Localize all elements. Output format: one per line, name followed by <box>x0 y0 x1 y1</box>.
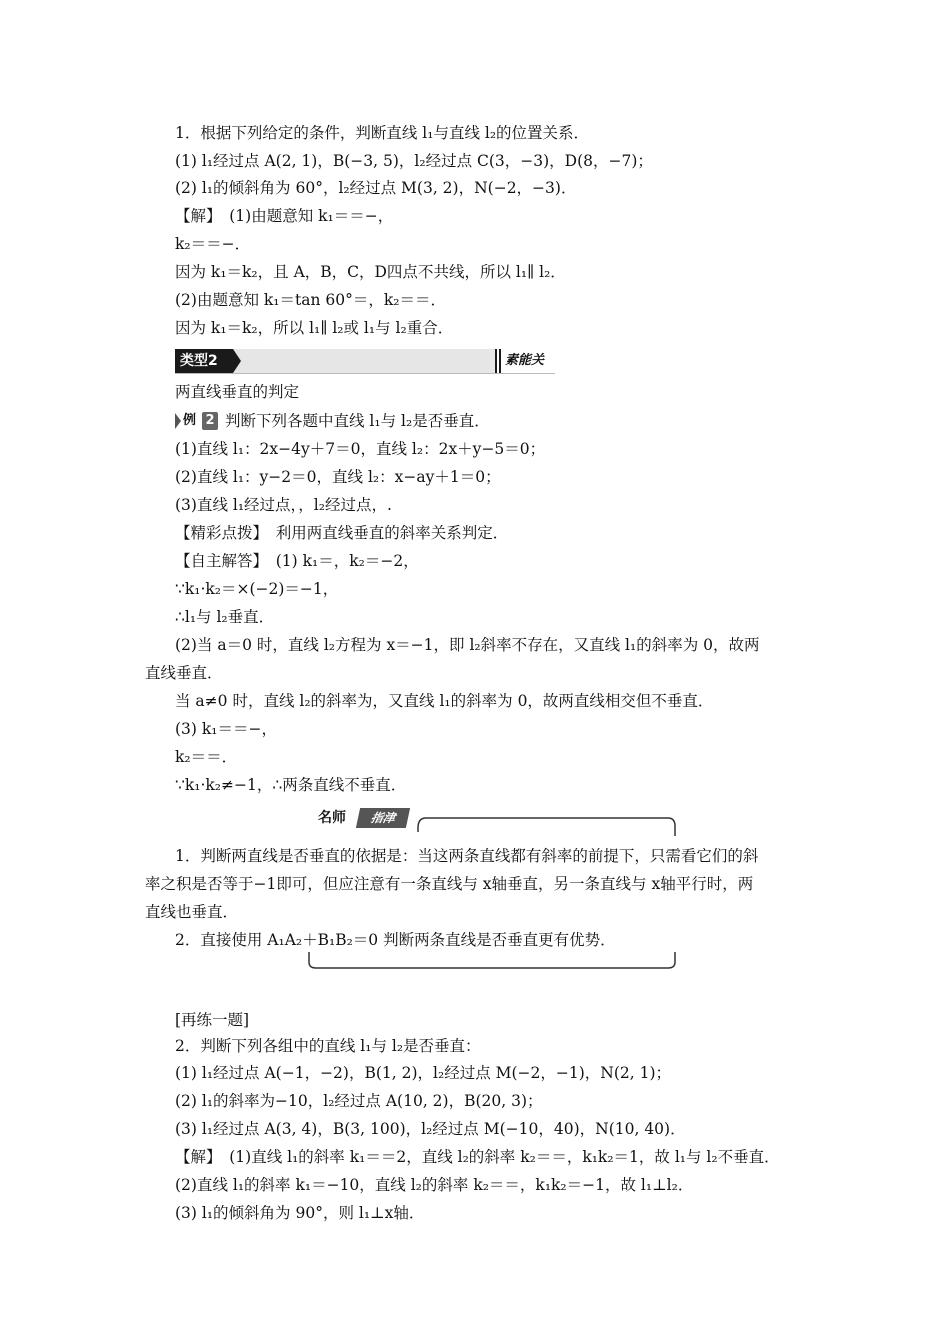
teacher-note-line: 率之积是否等于−1即可，但应注意有一条直线与 x轴垂直，另一条直线与 x轴平行时，两 <box>145 875 754 893</box>
type-tag: 类型2 <box>175 349 233 373</box>
practice-statement: 2．判断下列各组中的直线 l₁与 l₂是否垂直： <box>175 1037 481 1055</box>
answer-line: 【自主解答】 (1) k₁＝，k₂＝−2， <box>175 552 419 570</box>
practice-answer: (3) l₁的倾斜角为 90°，则 l₁⊥x轴． <box>175 1204 425 1222</box>
teacher-note-line: 1．判断两直线是否垂直的依据是：当这两条直线都有斜率的前提下，只需看它们的斜 <box>175 847 759 865</box>
answer-line: ∴l₁与 l₂垂直． <box>175 608 275 626</box>
solution-line: 因为 k₁＝k₂，且 A，B，C，D四点不共线，所以 l₁∥ l₂． <box>175 263 566 281</box>
answer-line: ∵k₁·k₂＝×(−2)＝−1， <box>175 580 339 598</box>
practice-item: (1) l₁经过点 A(−1，−2)，B(1, 2)，l₂经过点 M(−2，−1)，N(2, 1)； <box>175 1064 672 1082</box>
example-tag <box>175 410 223 432</box>
solution-line: 因为 k₁＝k₂，所以 l₁∥ l₂或 l₁与 l₂重合． <box>175 319 454 337</box>
hint-line: 【精彩点拨】 利用两直线垂直的斜率关系判定． <box>175 524 509 542</box>
teacher-note-line: 2．直接使用 A₁A₂＋B₁B₂＝0 判断两条直线是否垂直更有优势． <box>175 931 616 949</box>
example-item: (1)直线 l₁：2x−4y＋7＝0，直线 l₂：2x＋y−5＝0； <box>175 440 546 458</box>
banner-label: 素能关 <box>505 353 545 368</box>
teacher-tab-label: 名师 <box>318 810 346 826</box>
double-bar-icon <box>495 349 501 373</box>
example-question: 判断下列各题中直线 l₁与 l₂是否垂直． <box>225 412 490 430</box>
example-item: (3)直线 l₁经过点，，l₂经过点，. <box>175 496 392 514</box>
section-title: 两直线垂直的判定 <box>175 383 300 401</box>
answer-line: 直线垂直． <box>145 664 223 682</box>
practice-answer: (2)直线 l₁的斜率 k₁＝−10，直线 l₂的斜率 k₂＝＝，k₁k₂＝−1，故 l₁⊥l₂． <box>175 1176 694 1194</box>
teacher-note-line: 直线也垂直． <box>145 903 239 921</box>
example-word: 例 <box>183 413 197 428</box>
answer-line: 当 a≠0 时，直线 l₂的斜率为，又直线 l₁的斜率为 0，故两直线相交但不垂直． <box>175 692 714 710</box>
triangle-icon <box>175 413 181 429</box>
answer-line: (2)当 a＝0 时，直线 l₂方程为 x＝−1，即 l₂斜率不存在，又直线 l₁的斜率为 0，故两 <box>175 636 760 654</box>
practice-heading: [再练一题] <box>175 1011 250 1029</box>
practice-item: (2) l₁的斜率为−10，l₂经过点 A(10, 2)，B(20, 3)； <box>175 1092 543 1110</box>
solution-line: 【解】 (1)由题意知 k₁＝＝−， <box>175 207 394 225</box>
practice-answer: 【解】 (1)直线 l₁的斜率 k₁＝＝2，直线 l₂的斜率 k₂＝＝，k₁k₂＝1，故 l₁与 l₂不垂直． <box>175 1148 780 1166</box>
problem-1-part-2: (2) l₁的倾斜角为 60°，l₂经过点 M(3, 2)，N(−2，−3)． <box>175 179 577 197</box>
problem-1-statement: 1．根据下列给定的条件，判断直线 l₁与直线 l₂的位置关系． <box>175 124 590 142</box>
answer-line: k₂＝＝． <box>175 748 238 766</box>
problem-1-part-1: (1) l₁经过点 A(2, 1)，B(−3, 5)，l₂经过点 C(3，−3)，D(8，−7)； <box>175 152 653 170</box>
type-banner <box>175 349 555 374</box>
practice-item: (3) l₁经过点 A(3, 4)，B(3, 100)，l₂经过点 M(−10，40)，N(10, 40)． <box>175 1120 686 1138</box>
solution-line: k₂＝＝−． <box>175 235 251 253</box>
teacher-tab-badge: 指津 <box>356 808 410 828</box>
example-number: 2 <box>202 412 218 430</box>
answer-line: ∵k₁·k₂≠−1，∴两条直线不垂直． <box>175 776 407 794</box>
banner-arrow-icon <box>233 349 241 373</box>
solution-line: (2)由题意知 k₁＝tan 60°＝，k₂＝＝． <box>175 291 446 309</box>
teacher-box-tab <box>312 806 420 830</box>
example-item: (2)直线 l₁：y−2＝0，直线 l₂：x−ay＋1＝0； <box>175 468 501 486</box>
answer-line: (3) k₁＝＝−， <box>175 720 277 738</box>
